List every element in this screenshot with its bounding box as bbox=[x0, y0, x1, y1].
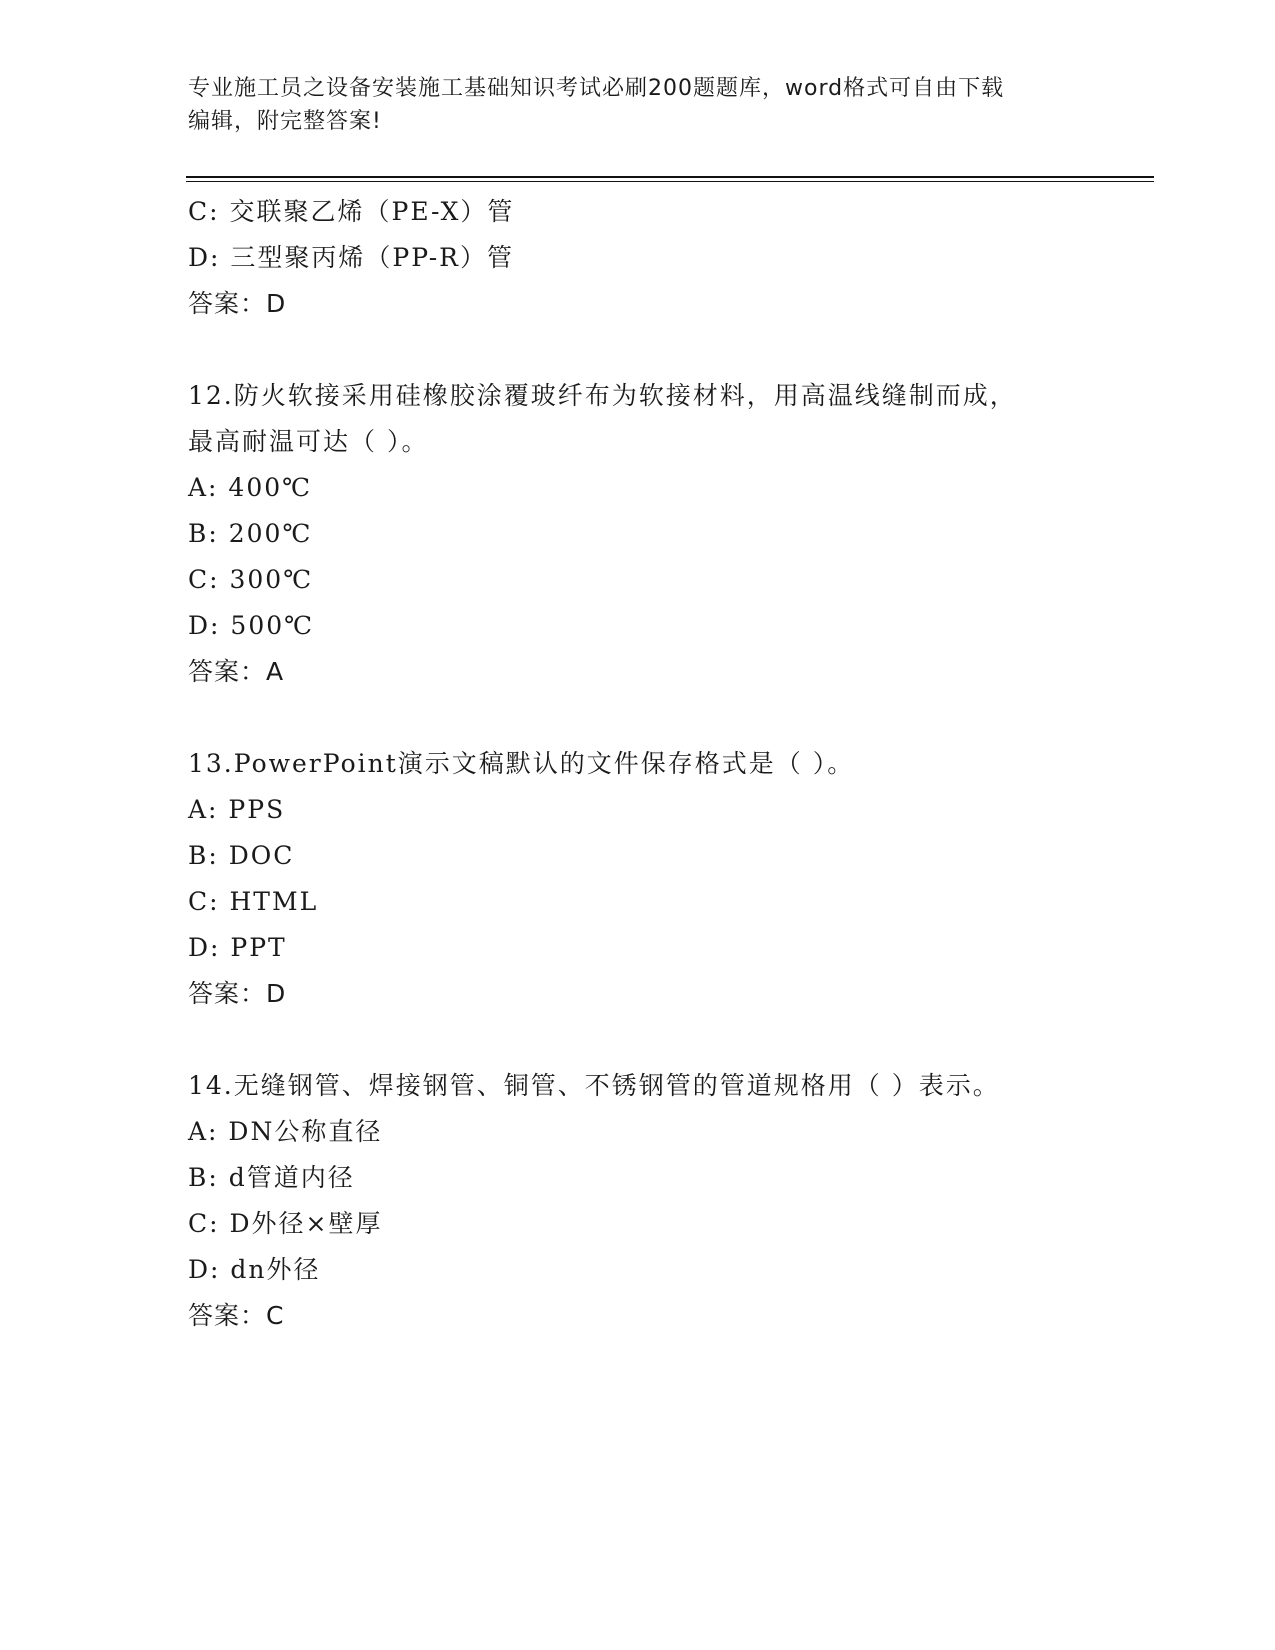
header-title-line-2: 编辑，附完整答案! bbox=[188, 109, 382, 134]
option-b: B: DOC bbox=[188, 841, 295, 870]
option-c: C: 交联聚乙烯（PE-X）管 bbox=[188, 197, 515, 226]
question-stem-line-2: 最高耐温可达（ ）。 bbox=[188, 427, 429, 456]
document-header bbox=[188, 72, 1068, 138]
answer-line: 答案：D bbox=[188, 289, 287, 318]
header-divider-thin bbox=[186, 181, 1154, 182]
option-b: B: d管道内径 bbox=[188, 1163, 355, 1192]
option-c: C: 300℃ bbox=[188, 565, 314, 594]
option-a: A: 400℃ bbox=[188, 473, 313, 502]
question-stem: 14.无缝钢管、焊接钢管、铜管、不锈钢管的管道规格用（ ）表示。 bbox=[188, 1071, 1000, 1100]
question-stem-line-1: 12.防火软接采用硅橡胶涂覆玻纤布为软接材料，用高温线缝制而成， bbox=[188, 381, 1017, 410]
option-a: A: DN公称直径 bbox=[188, 1117, 383, 1146]
answer-line: 答案：C bbox=[188, 1301, 285, 1330]
previous-question-tail bbox=[188, 189, 1088, 327]
question-14 bbox=[188, 1063, 1088, 1339]
question-content bbox=[188, 189, 1088, 1339]
question-12 bbox=[188, 373, 1088, 695]
spacer bbox=[188, 327, 1088, 373]
option-d: D: dn外径 bbox=[188, 1255, 321, 1284]
option-d: D: 500℃ bbox=[188, 611, 315, 640]
option-d: D: 三型聚丙烯（PP-R）管 bbox=[188, 243, 514, 272]
option-b: B: 200℃ bbox=[188, 519, 313, 548]
option-c: C: HTML bbox=[188, 887, 319, 916]
option-d: D: PPT bbox=[188, 933, 287, 962]
option-c: C: D外径×壁厚 bbox=[188, 1209, 383, 1238]
spacer bbox=[188, 1017, 1088, 1063]
header-title-line-1: 专业施工员之设备安装施工基础知识考试必刷200题题库，word格式可自由下载 bbox=[188, 76, 1005, 101]
answer-line: 答案：D bbox=[188, 979, 287, 1008]
answer-line: 答案：A bbox=[188, 657, 285, 686]
header-divider-thick bbox=[186, 176, 1154, 178]
option-a: A: PPS bbox=[188, 795, 286, 824]
spacer bbox=[188, 695, 1088, 741]
question-13 bbox=[188, 741, 1088, 1017]
question-stem: 13.PowerPoint演示文稿默认的文件保存格式是（ ）。 bbox=[188, 749, 855, 778]
